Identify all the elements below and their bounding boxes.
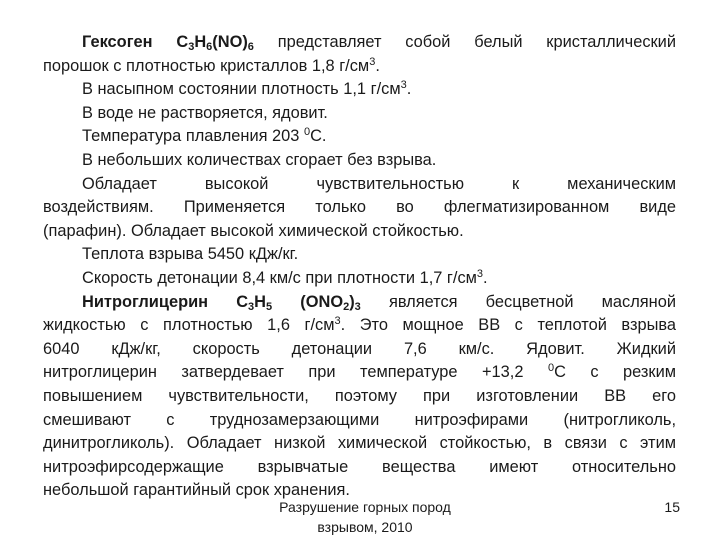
hexogen-formula: $C_3H_6(NO)_6$ (176, 33, 254, 53)
nitroglycerin-formula: $C_3H_5$ $(ONO_2)_3$ (236, 292, 361, 313)
nitroglycerin-line-3: 6040 кДж/кг, скорость детонации 7,6 км/с. Ядовит. Жидкий (43, 339, 676, 358)
detonation-line: Скорость детонации 8,4 км/с при плотности 1,7 $г/см^3$. (82, 267, 488, 287)
page-number: 15 (664, 499, 680, 515)
sensitivity-line-2: воздействиям. Применяется только во флегматизированном виде (43, 198, 676, 217)
nitroglycerin-line-4: нитроглицерин затвердевает при температуре +13,2 $^0$С с резким (43, 362, 677, 382)
melting-line: Температура плавления 203 $^0$С. (82, 126, 327, 146)
footer-line-2: взрывом, 2010 (317, 519, 413, 535)
water-line: В воде не растворяется, ядовит. (82, 103, 328, 122)
footer-line-1: Разрушение горных пород (279, 499, 451, 515)
bulk-density-line: В насыпном состоянии плотность 1,1 $г/см^3$. (82, 79, 412, 99)
heat-line: Теплота взрыва 5450 кДж/кг. (82, 245, 299, 264)
nitroglycerin-line-5: повышением чувствительности, поэтому при изготовлении ВВ его (43, 386, 676, 405)
hexogen-line-2: порошок с плотностью кристаллов 1,8 $г/см^3$. (43, 55, 380, 75)
nitroglycerin-line-2: жидкостью с плотностью 1,6 $г/см^3$. Это мощное ВВ с теплотой взрыва (43, 315, 676, 335)
sensitivity-line-1: Обладает высокой чувствительностью к механическим (82, 174, 676, 193)
nitroglycerin-line-7: динитрогликоль). Обладает низкой химической стойкостью, в связи с этим (43, 434, 676, 453)
sensitivity-line-3: (парафин). Обладает высокой химической стойкостью. (43, 221, 464, 240)
slide-footer (250, 497, 480, 537)
hexogen-name: Гексоген (82, 33, 153, 51)
hexogen-line-1: Гексоген $C_3H_6(NO)_6$ представляет собой белый кристаллический (82, 33, 676, 53)
nitroglycerin-line-9: небольшой гарантийный срок хранения. (43, 481, 350, 500)
nitroglycerin-line-8: нитроэфирсодержащие взрывчатые вещества имеют относительно (43, 457, 676, 476)
nitroglycerin-line-1: Нитроглицерин $C_3H_5$ $(ONO_2)_3$ является бесцветной масляной (82, 292, 676, 313)
nitroglycerin-line-6: смешивают с труднозамерзающими нитроэфирами (нитрогликоль, (43, 410, 676, 429)
document-body (43, 31, 676, 503)
nitroglycerin-name: Нитроглицерин (82, 292, 209, 311)
burning-line: В небольших количествах сгорает без взрыва. (82, 150, 437, 169)
